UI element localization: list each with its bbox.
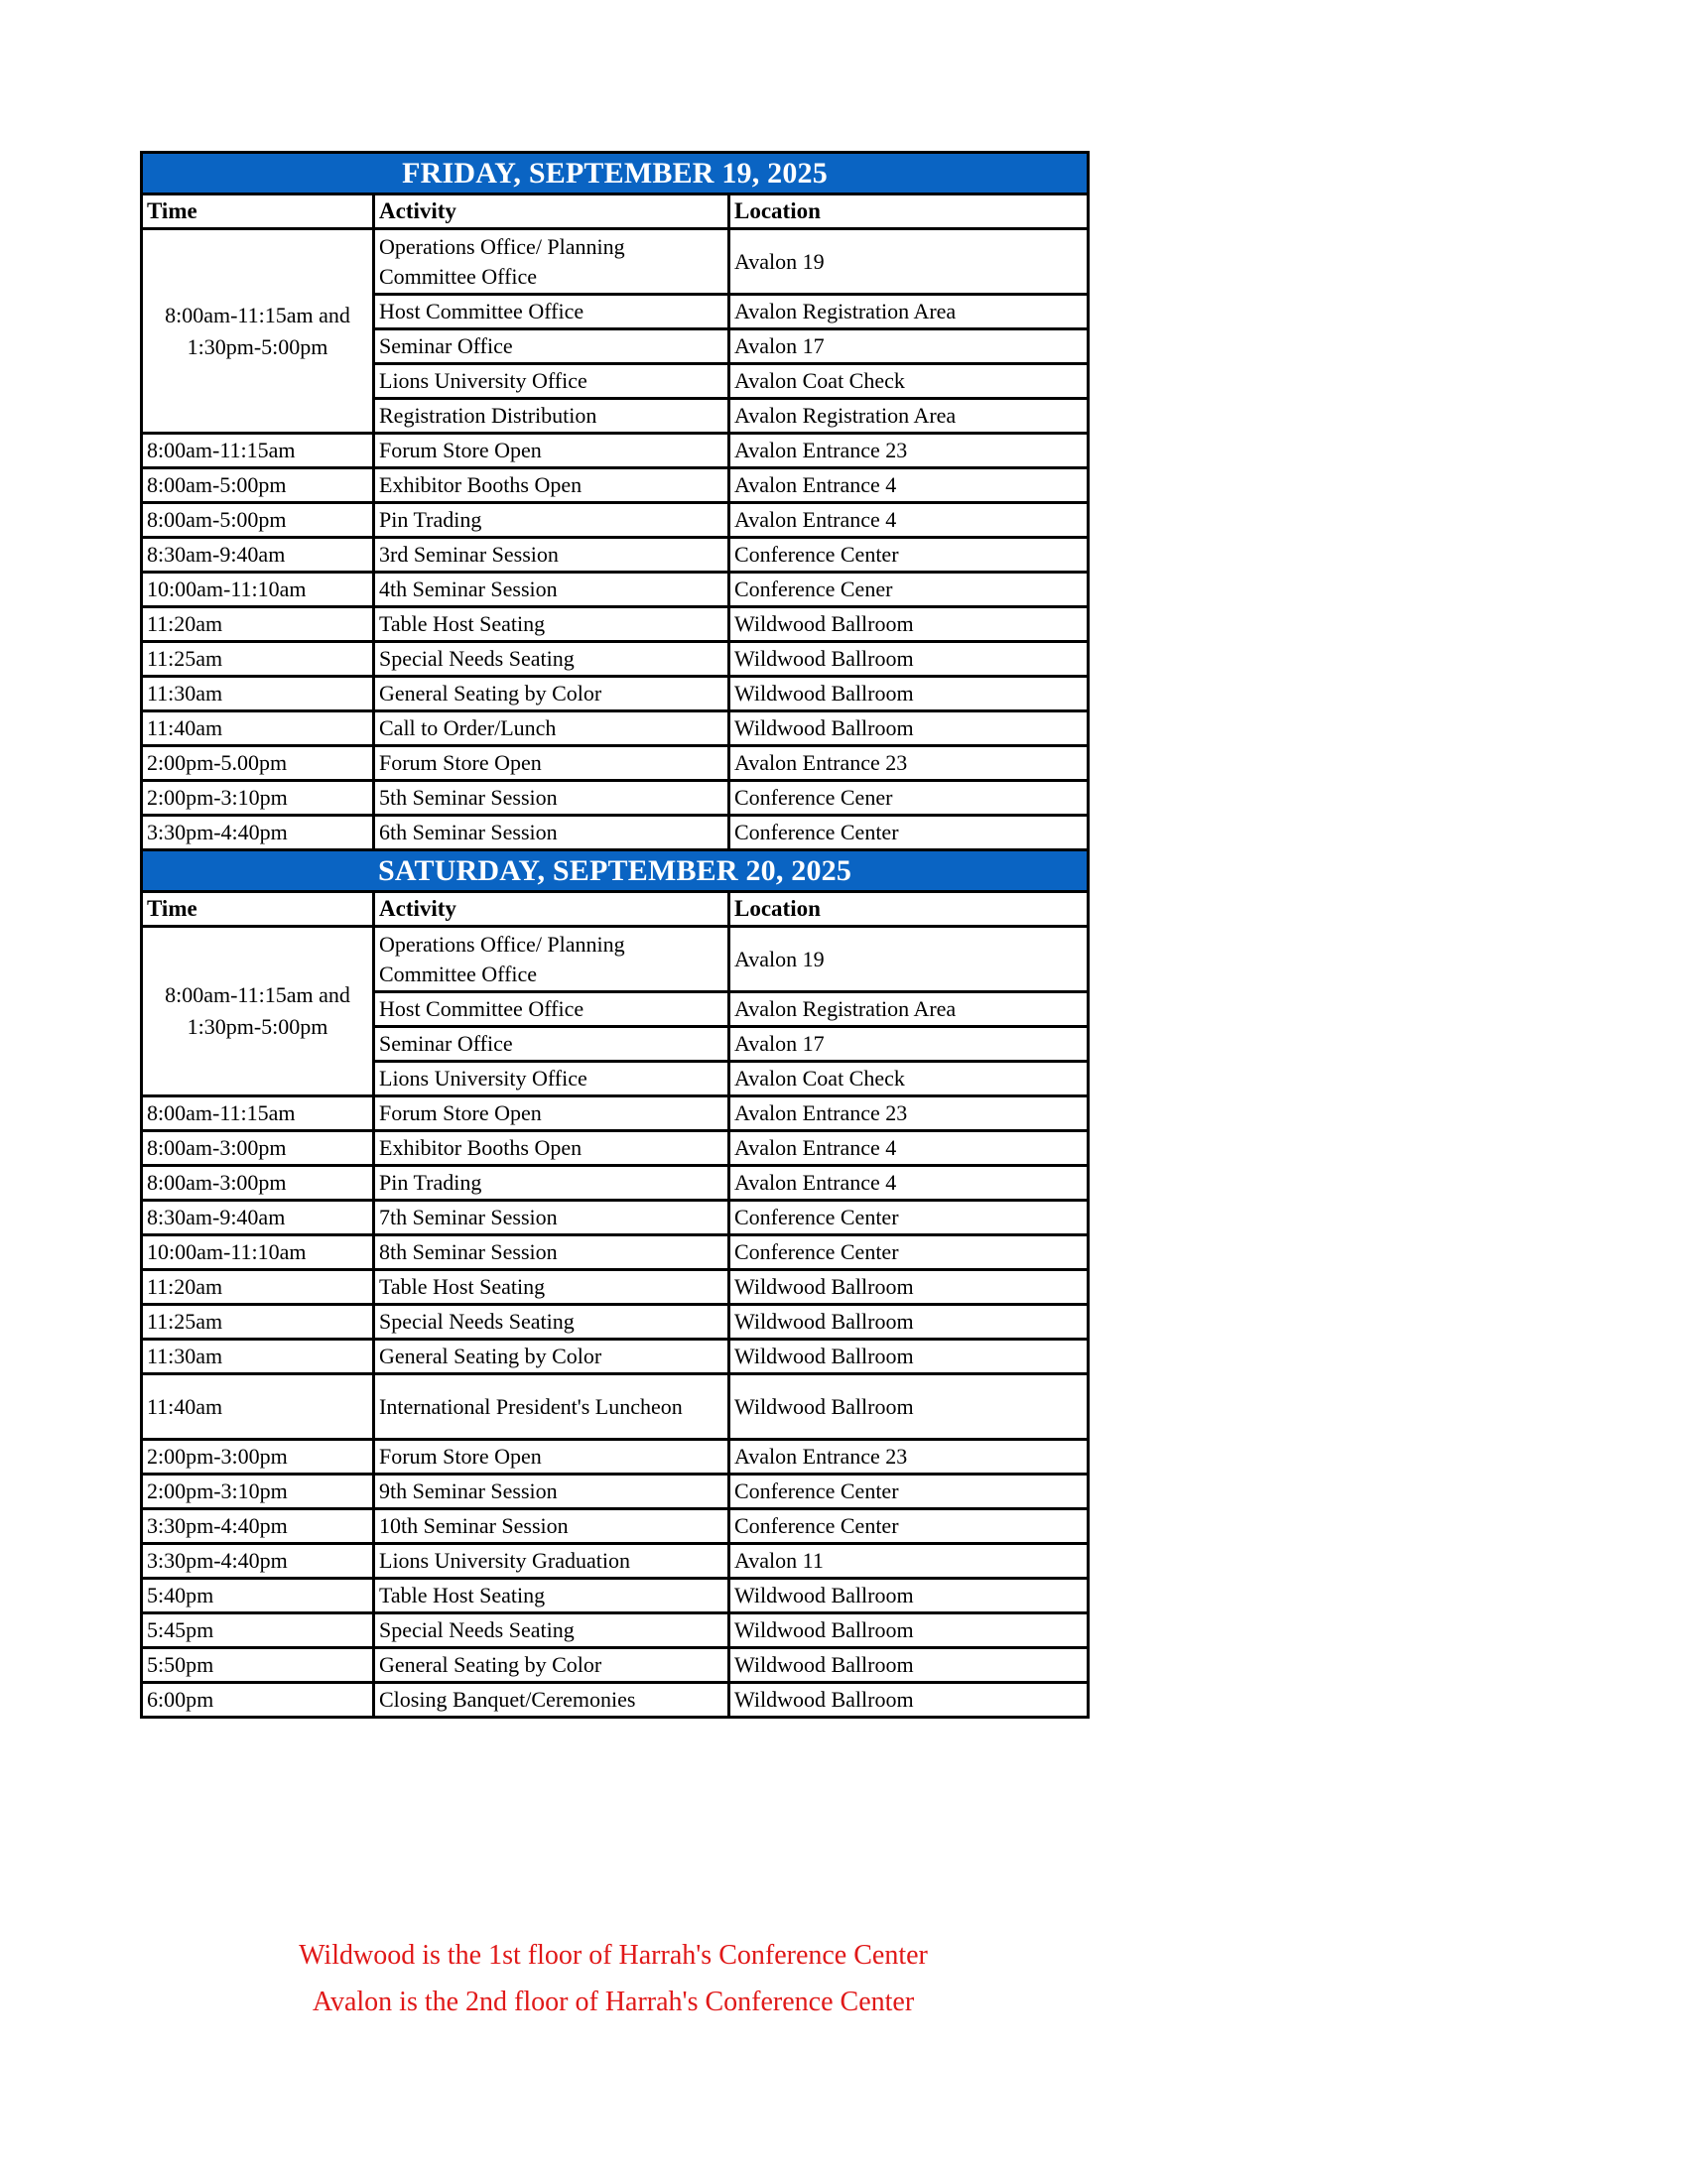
schedule-row [142,1270,1089,1305]
time-cell: 8:00am-11:15am [142,1096,374,1131]
schedule-row [142,1579,1089,1613]
schedule-row [142,711,1089,746]
location-cell: Avalon Registration Area [729,295,1089,329]
location-cell: Conference Center [729,1509,1089,1544]
time-cell: 5:45pm [142,1613,374,1648]
activity-cell: Lions University Office [374,364,729,399]
location-cell: Avalon Registration Area [729,399,1089,434]
schedule-row [142,434,1089,468]
schedule-row [142,607,1089,642]
location-cell: Wildwood Ballroom [729,607,1089,642]
schedule-row [142,1166,1089,1201]
activity-cell: Pin Trading [374,503,729,538]
location-cell: Conference Center [729,816,1089,850]
activity-cell: Registration Distribution [374,399,729,434]
time-cell: 3:30pm-4:40pm [142,1509,374,1544]
activity-cell: 9th Seminar Session [374,1475,729,1509]
location-cell: Avalon Entrance 23 [729,434,1089,468]
time-cell: 2:00pm-3:10pm [142,781,374,816]
location-cell: Avalon 17 [729,329,1089,364]
location-cell: Wildwood Ballroom [729,642,1089,677]
schedule-row [142,1544,1089,1579]
activity-cell: Lions University Graduation [374,1544,729,1579]
location-cell: Avalon Entrance 4 [729,468,1089,503]
time-cell: 6:00pm [142,1683,374,1718]
schedule-row [142,1340,1089,1374]
location-cell: Wildwood Ballroom [729,677,1089,711]
day-title: SATURDAY, SEPTEMBER 20, 2025 [142,850,1089,892]
activity-cell: Call to Order/Lunch [374,711,729,746]
location-cell: Avalon Entrance 23 [729,1096,1089,1131]
time-cell: 11:30am [142,1340,374,1374]
location-cell: Avalon 11 [729,1544,1089,1579]
schedule-row [142,746,1089,781]
location-cell: Avalon 19 [729,229,1089,295]
time-cell: 8:00am-3:00pm [142,1131,374,1166]
time-cell: 2:00pm-3:00pm [142,1440,374,1475]
activity-cell: Exhibitor Booths Open [374,468,729,503]
activity-cell: Special Needs Seating [374,1305,729,1340]
activity-cell: Seminar Office [374,329,729,364]
time-cell: 8:00am-5:00pm [142,503,374,538]
activity-cell: Host Committee Office [374,295,729,329]
time-header: Time [142,194,374,229]
time-cell: 11:25am [142,642,374,677]
day-title: FRIDAY, SEPTEMBER 19, 2025 [142,153,1089,194]
activity-cell: Forum Store Open [374,746,729,781]
location-cell: Conference Center [729,1201,1089,1235]
activity-cell: 3rd Seminar Session [374,538,729,573]
column-header-row [142,194,1089,229]
schedule-row [142,1305,1089,1340]
time-cell: 10:00am-11:10am [142,573,374,607]
activity-cell: 7th Seminar Session [374,1201,729,1235]
location-cell: Avalon Entrance 23 [729,1440,1089,1475]
schedule-row [142,573,1089,607]
location-cell: Wildwood Ballroom [729,1579,1089,1613]
activity-cell: 8th Seminar Session [374,1235,729,1270]
time-cell: 3:30pm-4:40pm [142,816,374,850]
time-cell: 11:25am [142,1305,374,1340]
note-avalon: Avalon is the 2nd floor of Harrah's Conference Center [312,1987,915,2017]
time-cell-merged: 8:00am-11:15am and 1:30pm-5:00pm [142,927,374,1096]
activity-cell: Forum Store Open [374,1096,729,1131]
location-cell: Avalon Entrance 4 [729,1131,1089,1166]
schedule-row [142,503,1089,538]
schedule-row [142,1131,1089,1166]
note-wildwood: Wildwood is the 1st floor of Harrah's Conference Center [299,1940,928,1971]
time-cell: 8:30am-9:40am [142,1201,374,1235]
activity-cell: 10th Seminar Session [374,1509,729,1544]
location-cell: Avalon Entrance 4 [729,503,1089,538]
activity-cell: Special Needs Seating [374,1613,729,1648]
activity-cell: Operations Office/ Planning Committee Office [374,927,729,992]
time-cell: 5:40pm [142,1579,374,1613]
schedule-row [142,1374,1089,1440]
location-cell: Wildwood Ballroom [729,1683,1089,1718]
location-cell: Wildwood Ballroom [729,1305,1089,1340]
schedule-sheet [140,151,1087,1719]
location-cell: Wildwood Ballroom [729,1648,1089,1683]
location-cell: Avalon Registration Area [729,992,1089,1027]
schedule-row [142,229,1089,295]
activity-cell: Special Needs Seating [374,642,729,677]
time-cell: 2:00pm-5.00pm [142,746,374,781]
schedule-row [142,1235,1089,1270]
time-cell: 11:20am [142,1270,374,1305]
time-cell: 11:40am [142,711,374,746]
time-cell: 11:20am [142,607,374,642]
location-cell: Avalon Entrance 23 [729,746,1089,781]
location-cell: Conference Cener [729,573,1089,607]
time-cell: 8:00am-3:00pm [142,1166,374,1201]
schedule-row [142,1648,1089,1683]
time-cell: 5:50pm [142,1648,374,1683]
activity-cell: Seminar Office [374,1027,729,1062]
activity-cell: Closing Banquet/Ceremonies [374,1683,729,1718]
activity-cell: 5th Seminar Session [374,781,729,816]
schedule-row [142,1475,1089,1509]
schedule-row [142,642,1089,677]
activity-cell: General Seating by Color [374,1648,729,1683]
location-header: Location [729,892,1089,927]
time-cell-merged: 8:00am-11:15am and 1:30pm-5:00pm [142,229,374,434]
location-cell: Wildwood Ballroom [729,711,1089,746]
schedule-row [142,781,1089,816]
schedule-row [142,677,1089,711]
location-cell: Avalon Coat Check [729,364,1089,399]
activity-cell: Pin Trading [374,1166,729,1201]
activity-cell: Forum Store Open [374,434,729,468]
schedule-table [140,151,1090,1719]
activity-cell: Lions University Office [374,1062,729,1096]
activity-cell: International President's Luncheon [374,1374,729,1440]
activity-header: Activity [374,892,729,927]
activity-cell: 4th Seminar Session [374,573,729,607]
schedule-row [142,1440,1089,1475]
column-header-row [142,892,1089,927]
location-cell: Avalon Entrance 4 [729,1166,1089,1201]
activity-cell: Table Host Seating [374,607,729,642]
time-header: Time [142,892,374,927]
location-cell: Conference Center [729,538,1089,573]
day-header-row [142,850,1089,892]
schedule-row [142,1201,1089,1235]
location-cell: Wildwood Ballroom [729,1270,1089,1305]
location-cell: Avalon Coat Check [729,1062,1089,1096]
activity-cell: Operations Office/ Planning Committee Office [374,229,729,295]
schedule-row [142,1509,1089,1544]
schedule-row [142,927,1089,992]
location-cell: Avalon 19 [729,927,1089,992]
activity-cell: Exhibitor Booths Open [374,1131,729,1166]
location-cell: Wildwood Ballroom [729,1340,1089,1374]
time-cell: 8:00am-11:15am [142,434,374,468]
location-header: Location [729,194,1089,229]
schedule-row [142,1683,1089,1718]
time-cell: 3:30pm-4:40pm [142,1544,374,1579]
time-cell: 11:30am [142,677,374,711]
time-cell: 11:40am [142,1374,374,1440]
activity-header: Activity [374,194,729,229]
activity-cell: Host Committee Office [374,992,729,1027]
location-cell: Conference Center [729,1235,1089,1270]
location-cell: Avalon 17 [729,1027,1089,1062]
activity-cell: General Seating by Color [374,677,729,711]
activity-cell: Table Host Seating [374,1579,729,1613]
schedule-row [142,468,1089,503]
schedule-body [142,153,1089,1718]
schedule-row [142,816,1089,850]
activity-cell: 6th Seminar Session [374,816,729,850]
activity-cell: Table Host Seating [374,1270,729,1305]
schedule-row [142,1096,1089,1131]
schedule-row [142,538,1089,573]
activity-cell: Forum Store Open [374,1440,729,1475]
location-cell: Wildwood Ballroom [729,1374,1089,1440]
time-cell: 8:00am-5:00pm [142,468,374,503]
activity-cell: General Seating by Color [374,1340,729,1374]
location-cell: Conference Cener [729,781,1089,816]
time-cell: 8:30am-9:40am [142,538,374,573]
day-header-row [142,153,1089,194]
time-cell: 2:00pm-3:10pm [142,1475,374,1509]
location-cell: Conference Center [729,1475,1089,1509]
schedule-row [142,1613,1089,1648]
location-cell: Wildwood Ballroom [729,1613,1089,1648]
time-cell: 10:00am-11:10am [142,1235,374,1270]
